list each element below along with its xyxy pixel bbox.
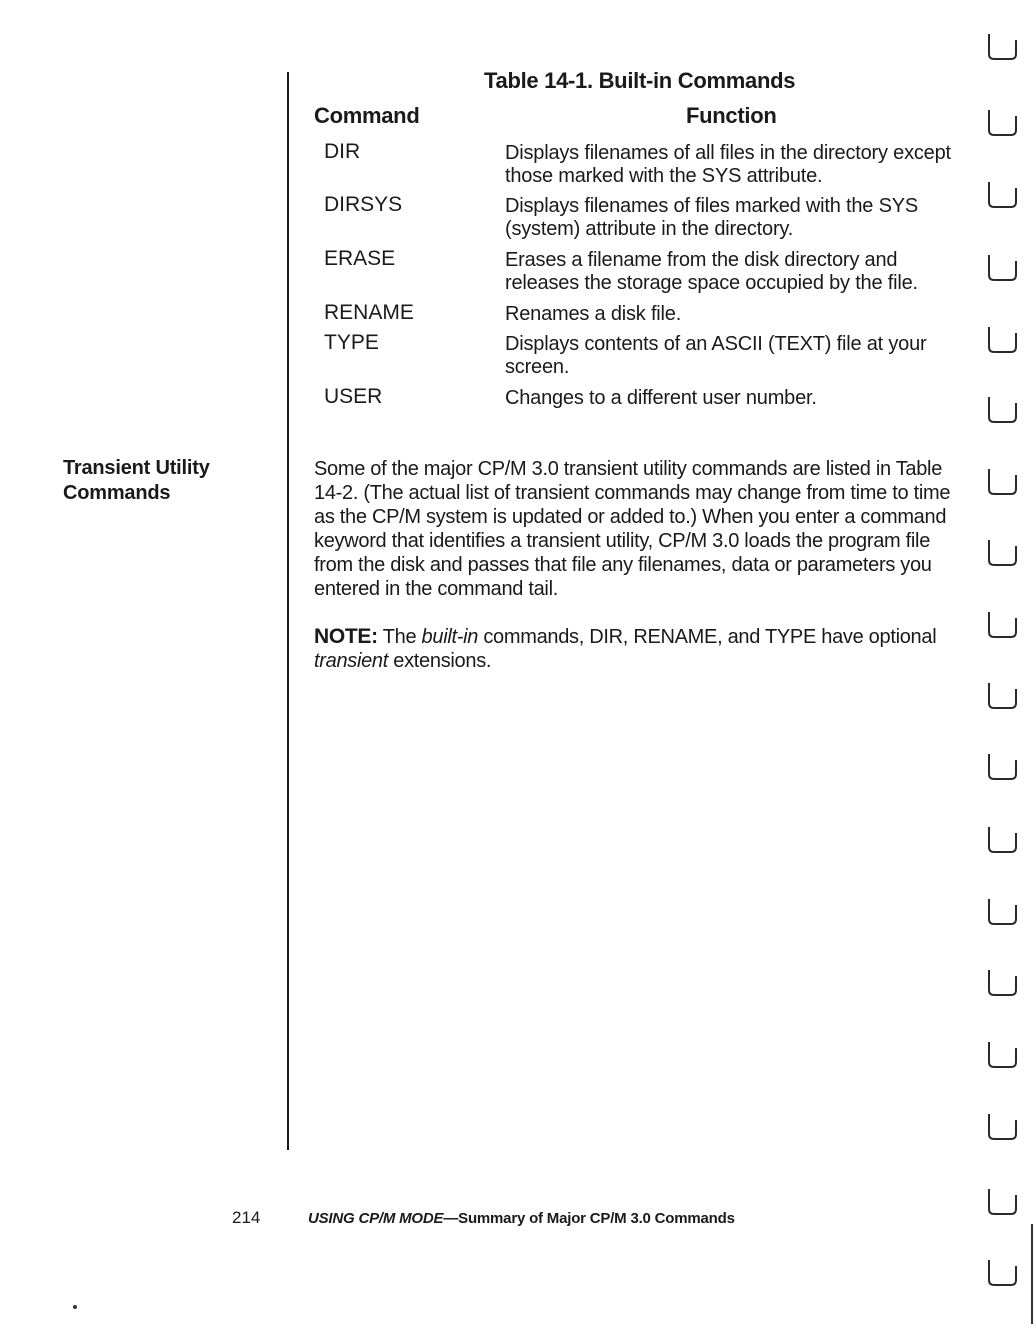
body-paragraph: Some of the major CP/M 3.0 transient utility commands are listed in Table 14-2. (The actual list of transient commands may change from time to time as the CP/M system is updated or added to.) When you enter a command keyword that identifies a transient utility, CP/M 3.0 loads the program file from the disk and passes that file any filenames, data or parameters you entered in the command tail. (314, 458, 951, 600)
column-header-command: Command (314, 103, 420, 128)
vertical-rule (287, 72, 289, 1150)
table-row-command: DIR (324, 140, 361, 163)
page-edge-mark (1031, 1224, 1033, 1324)
binding-hole (985, 180, 1019, 210)
binding-hole (985, 610, 1019, 640)
note-emphasis: built-in (421, 626, 479, 648)
binding-hole (985, 32, 1019, 62)
binding-hole (985, 752, 1019, 782)
scan-speck (73, 1305, 77, 1309)
binding-hole (985, 968, 1019, 998)
note-text: commands, DIR, RENAME, and TYPE have optional (478, 626, 937, 648)
note-label: NOTE: (314, 625, 378, 648)
table-row-command: ERASE (324, 247, 396, 270)
table-row-function: Displays filenames of files marked with the SYS (system) attribute in the directory. (505, 195, 918, 240)
binding-hole (985, 108, 1019, 138)
table-row-command: TYPE (324, 331, 379, 354)
table-row-command: USER (324, 385, 383, 408)
table-row-function: Renames a disk file. (505, 303, 682, 325)
binding-hole (985, 897, 1019, 927)
binding-hole (985, 1040, 1019, 1070)
table-row-function: Displays filenames of all files in the directory except those marked with the SYS attribute. (505, 142, 951, 187)
note-emphasis: transient (314, 650, 389, 672)
binding-hole (985, 1258, 1019, 1288)
binding-hole (985, 325, 1019, 355)
binding-hole (985, 1112, 1019, 1142)
running-head: USING CP/M MODE (308, 1210, 444, 1227)
table-row-function: Erases a filename from the disk directory and releases the storage space occupied by the file. (505, 249, 918, 294)
note-text: extensions. (388, 650, 492, 672)
binding-hole (985, 681, 1019, 711)
binding-hole (985, 1187, 1019, 1217)
table-row-command: DIRSYS (324, 193, 403, 216)
note-text: The (377, 626, 422, 648)
binding-hole (985, 395, 1019, 425)
column-header-function: Function (686, 103, 777, 128)
running-footer (308, 1210, 735, 1227)
section-heading: Transient Utility Commands (63, 457, 210, 504)
note-paragraph (314, 625, 954, 673)
table-row-function: Displays contents of an ASCII (TEXT) file at your screen. (505, 333, 927, 378)
table-row-function: Changes to a different user number. (505, 387, 817, 409)
binding-hole (985, 825, 1019, 855)
binding-hole (985, 253, 1019, 283)
table-row-command: RENAME (324, 301, 414, 324)
running-subhead: —Summary of Major CP/M 3.0 Commands (443, 1210, 735, 1227)
binding-hole (985, 538, 1019, 568)
page-number: 214 (232, 1208, 261, 1227)
binding-hole (985, 467, 1019, 497)
table-title: Table 14-1. Built-in Commands (484, 68, 796, 93)
